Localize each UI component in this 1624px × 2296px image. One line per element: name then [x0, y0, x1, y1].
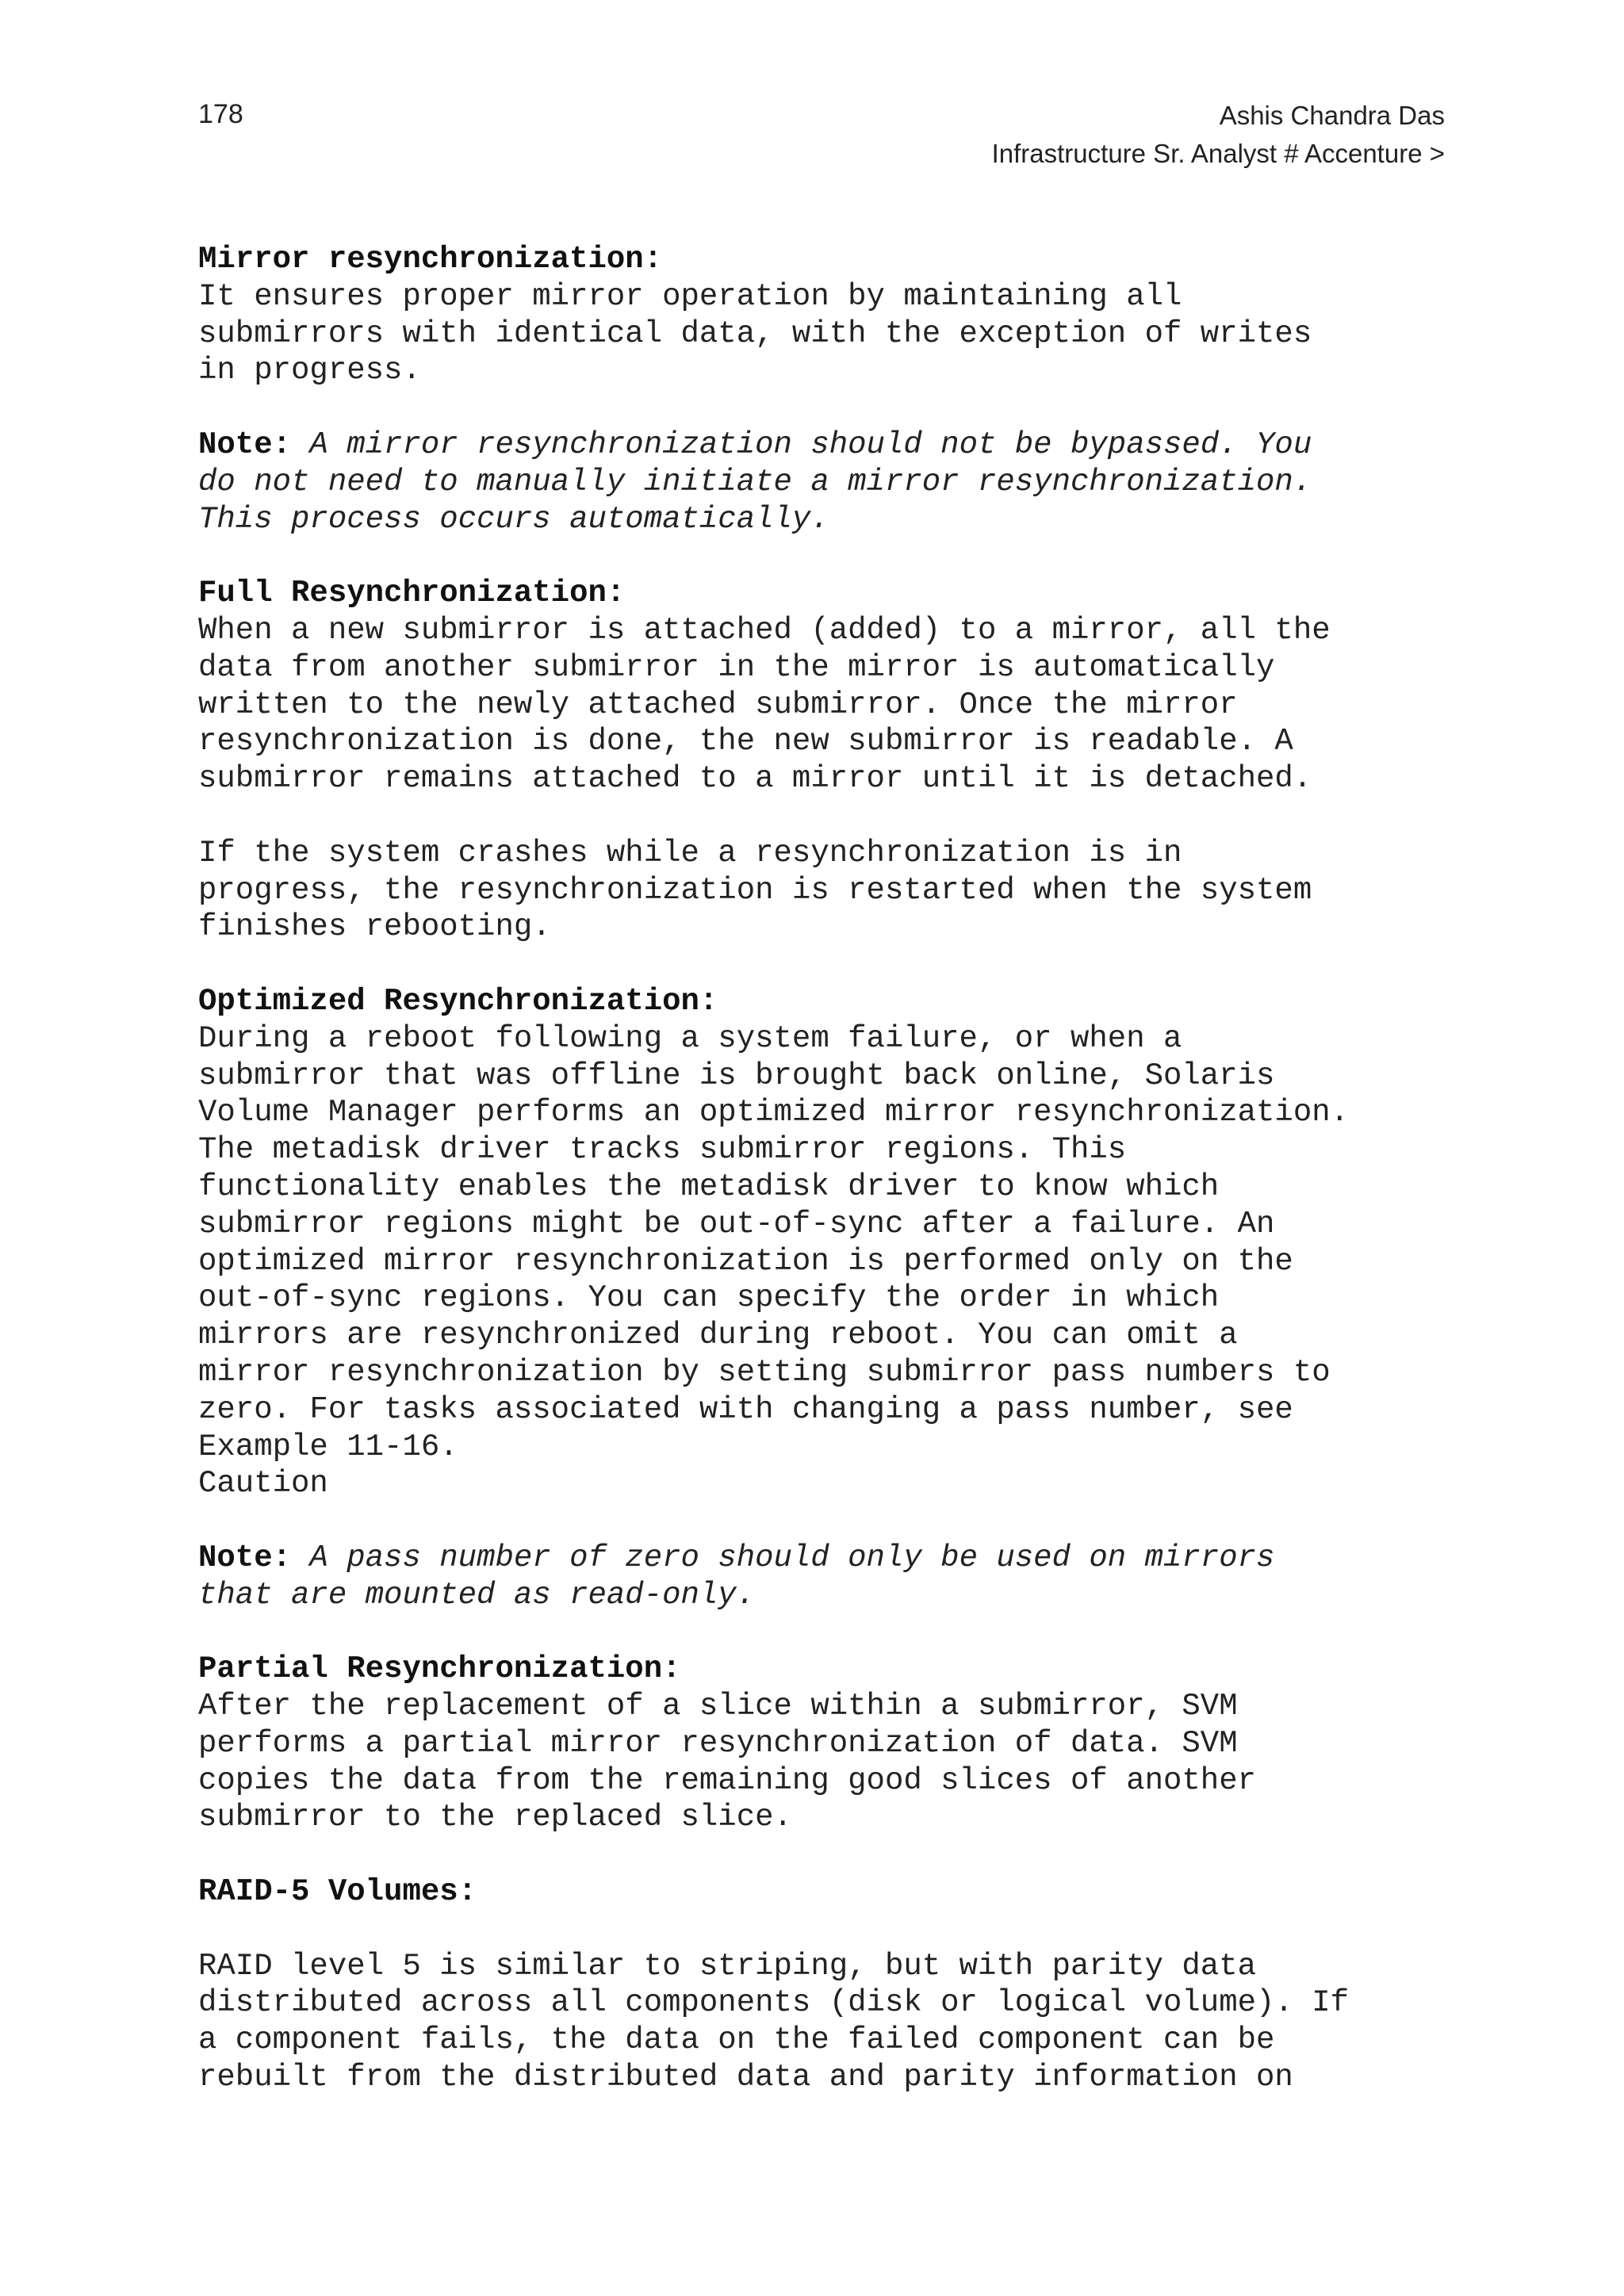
paragraph-line: After the replacement of a slice within a submirror, SVM [198, 1689, 1238, 1724]
section-heading: Mirror resynchronization: [198, 242, 663, 277]
paragraph-line: functionality enables the metadisk driver to know which [198, 1169, 1220, 1204]
paragraph-line: a component fails, the data on the failed component can be [198, 2022, 1275, 2058]
paragraph-line: mirrors are resynchronized during reboot. You can omit a [198, 1318, 1238, 1353]
section-mirror-resync [198, 241, 1467, 389]
paragraph-line: During a reboot following a system failure, or when a [198, 1020, 1182, 1056]
note-bypass [198, 427, 1467, 538]
section-heading: Full Resynchronization: [198, 576, 626, 611]
paragraph-line: copies the data from the remaining good slices of another [198, 1762, 1257, 1798]
document-body [198, 241, 1467, 2096]
header-author: Ashis Chandra Das [1219, 101, 1445, 130]
paragraph-line: It ensures proper mirror operation by maintaining all [198, 278, 1182, 314]
paragraph-line: If the system crashes while a resynchronization is in [198, 835, 1182, 871]
section-full-resync [198, 575, 1467, 946]
paragraph-line: When a new submirror is attached (added) to a mirror, all the [198, 612, 1331, 648]
section-heading: Optimized Resynchronization: [198, 983, 718, 1019]
paragraph-line: zero. For tasks associated with changing a pass number, see [198, 1391, 1293, 1427]
note-text: do not need to manually initiate a mirror resynchronization. [198, 464, 1312, 499]
section-heading: Partial Resynchronization: [198, 1651, 681, 1687]
section-raid5 [198, 1873, 1467, 2096]
paragraph-line: RAID level 5 is similar to striping, but with parity data [198, 1948, 1257, 1984]
section-partial-resync [198, 1651, 1467, 1836]
note-label: Note: [198, 1540, 292, 1575]
section-optimized-resync [198, 983, 1467, 1502]
header-role: Infrastructure Sr. Analyst # Accenture > [991, 139, 1445, 168]
paragraph-line: submirror regions might be out-of-sync after a failure. An [198, 1206, 1275, 1242]
paragraph-line: The metadisk driver tracks submirror regions. This [198, 1132, 1127, 1168]
paragraph-line: resynchronization is done, the new submirror is readable. A [198, 724, 1293, 760]
paragraph-line: rebuilt from the distributed data and parity information on [198, 2060, 1293, 2095]
note-pass-number [198, 1540, 1467, 1614]
paragraph-line: submirror remains attached to a mirror until it is detached. [198, 761, 1312, 797]
paragraph-line: Caution [198, 1466, 328, 1502]
paragraph-line: mirror resynchronization by setting submirror pass numbers to [198, 1354, 1331, 1390]
paragraph-line: finishes rebooting. [198, 909, 551, 945]
paragraph-line: Volume Manager performs an optimized mirror resynchronization. [198, 1095, 1350, 1131]
note-text: A pass number of zero should only be used on mirrors [291, 1540, 1275, 1575]
paragraph-line: written to the newly attached submirror. Once the mirror [198, 687, 1238, 722]
note-text: that are mounted as read-only. [198, 1577, 756, 1613]
note-label: Note: [198, 427, 292, 462]
paragraph-line: data from another submirror in the mirror is automatically [198, 649, 1275, 685]
paragraph-line: progress, the resynchronization is restarted when the system [198, 872, 1312, 908]
note-text: A mirror resynchronization should not be bypassed. You [291, 427, 1312, 462]
paragraph-line: submirror to the replaced slice. [198, 1800, 792, 1835]
paragraph-line: performs a partial mirror resynchronization of data. SVM [198, 1725, 1238, 1761]
paragraph-line: submirror that was offline is brought back online, Solaris [198, 1058, 1275, 1093]
paragraph-line: in progress. [198, 353, 421, 388]
paragraph-line: distributed across all components (disk or logical volume). If [198, 1985, 1350, 2021]
note-text: This process occurs automatically. [198, 501, 829, 537]
paragraph-line: submirrors with identical data, with the exception of writes [198, 316, 1312, 351]
paragraph-line: Example 11-16. [198, 1429, 458, 1464]
page-number: 178 [198, 99, 243, 129]
paragraph-line: out-of-sync regions. You can specify the order in which [198, 1280, 1220, 1316]
running-header [992, 97, 1445, 173]
section-heading: RAID-5 Volumes: [198, 1874, 477, 1910]
paragraph-line: optimized mirror resynchronization is performed only on the [198, 1243, 1293, 1279]
